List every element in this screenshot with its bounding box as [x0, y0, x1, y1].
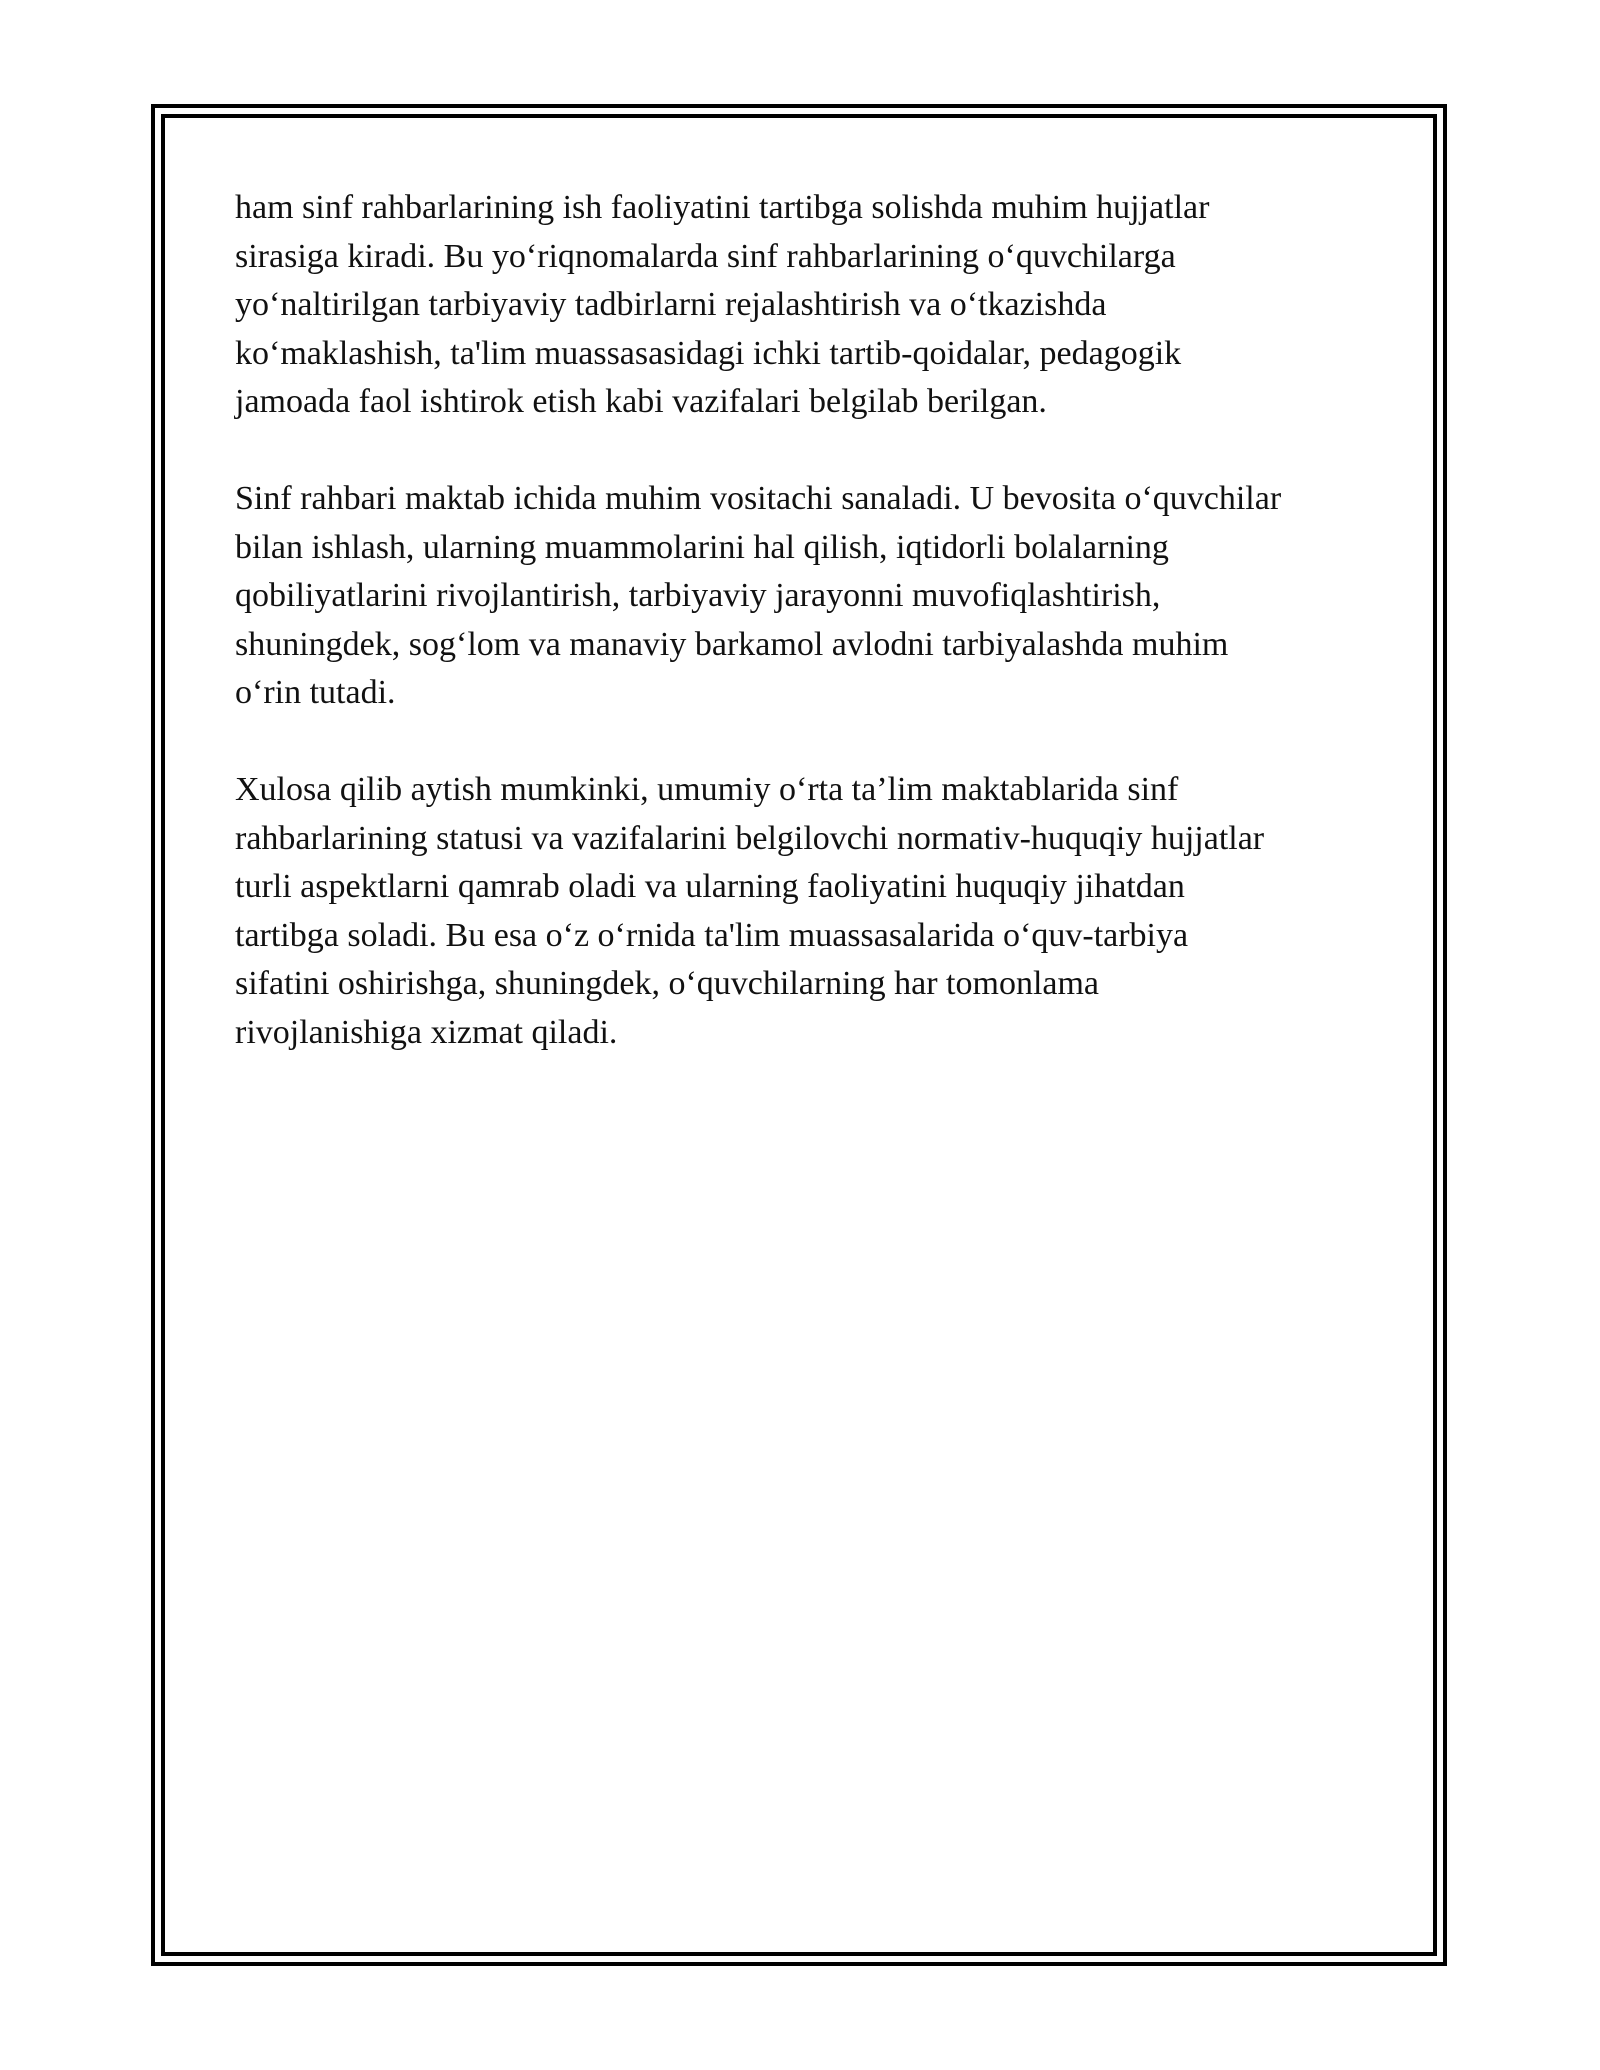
text-line: sifatini oshirishga, shuningdek, o‘quvchilarning har tomonlama [235, 965, 1100, 1002]
paragraph-3 [235, 766, 1385, 1057]
text-line: ham sinf rahbarlarining ish faoliyatini tartibga solishda muhim hujjatlar [235, 189, 1210, 226]
text-line: Xulosa qilib aytish mumkinki, umumiy o‘rta ta’lim maktablarida sinf [235, 771, 1179, 808]
text-line: jamoada faol ishtirok etish kabi vazifalari belgilab berilgan. [235, 383, 1047, 420]
text-line: bilan ishlash, ularning muammolarini hal qilish, iqtidorli bolalarning [235, 528, 1169, 566]
text-line: shuningdek, sog‘lom va manaviy barkamol avlodni tarbiyalashda muhim [235, 625, 1229, 663]
text-line: turli aspektlarni qamrab oladi va ularning faoliyatini huquqiy jihatdan [235, 868, 1185, 905]
text-line: sirasiga kiradi. Bu yo‘riqnomalarda sinf rahbarlarining o‘quvchilarga [235, 237, 1176, 275]
text-line: rahbarlarining statusi va vazifalarini belgilovchi normativ-huquqiy hujjatlar [235, 819, 1265, 857]
text-line: ko‘maklashish, ta'lim muassasasidagi ichki tartib-qoidalar, pedagogik [235, 334, 1182, 372]
text-line: o‘rin tutadi. [235, 674, 396, 711]
text-line: qobiliyatlarini rivojlantirish, tarbiyaviy jarayonni muvofiqlashtirish, [235, 577, 1161, 614]
text-line: rivojlanishiga xizmat qiladi. [235, 1013, 618, 1051]
paragraph-2 [235, 475, 1385, 718]
document-body [235, 184, 1385, 1106]
paragraph-1 [235, 184, 1385, 427]
text-line: Sinf rahbari maktab ichida muhim vositachi sanaladi. U bevosita o‘quvchilar [235, 480, 1282, 517]
text-line: yo‘naltirilgan tarbiyaviy tadbirlarni rejalashtirish va o‘tkazishda [235, 286, 1107, 323]
text-line: tartibga soladi. Bu esa o‘z o‘rnida ta'lim muassasalarida o‘quv-tarbiya [235, 916, 1189, 954]
